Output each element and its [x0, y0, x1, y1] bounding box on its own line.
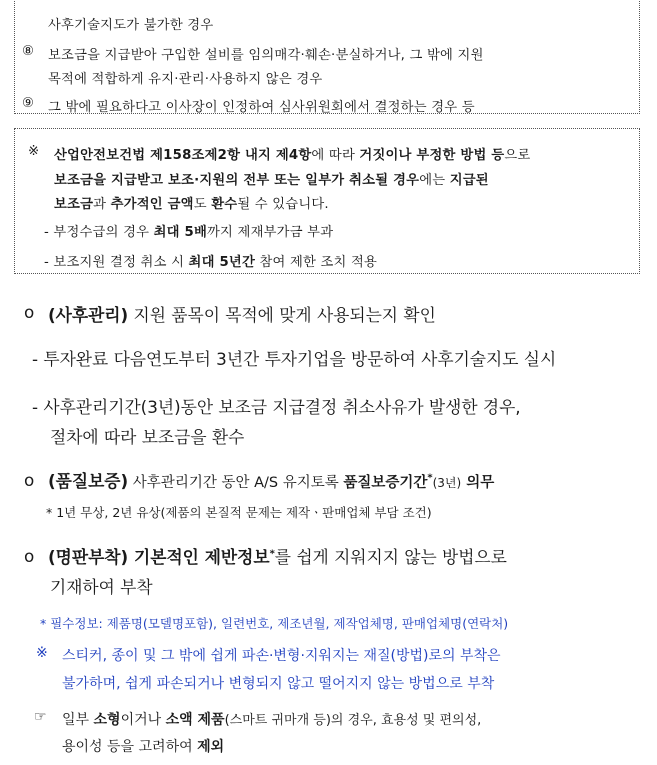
text: 이거나: [120, 712, 166, 728]
cancel-text: 보조금을 지급받고 보조·지원의 전부 또는 일부가 취소될 경우: [54, 173, 420, 188]
notice-line2: [54, 169, 489, 188]
exception-line1: [62, 709, 481, 729]
section-title: (명판부착): [48, 547, 129, 567]
caution-mark: ※: [36, 645, 48, 661]
paid-text: 지급된: [449, 173, 489, 188]
text: 용이성 등을 고려하여: [62, 739, 198, 755]
section-nameplate: [48, 544, 507, 568]
sanction-line1: [44, 221, 333, 240]
item-8-line1: 보조금을 지급받아 구입한 설비를 임의매각·훼손·분실하거나, 그 밖에 지원: [48, 48, 484, 63]
section-title: (품질보증): [48, 471, 129, 491]
notice-line3: [54, 193, 329, 212]
caution-line2: 불가하며, 쉽게 파손되거나 변형되지 않고 떨어지지 않는 방법으로 부착: [62, 676, 495, 692]
text: - 부정수급의 경우: [44, 225, 154, 240]
line-0: 사후기술지도가 불가한 경우: [48, 18, 214, 33]
section-title: (사후관리): [48, 305, 129, 325]
notice-mark: ※: [28, 144, 40, 159]
basic-info-text: 기본적인 제반정보: [128, 547, 270, 567]
small-amount-text: 소액 제품: [165, 712, 225, 728]
section-text-line2: 기재하여 부착: [50, 577, 153, 597]
warranty-text: 품질보증기간: [343, 475, 428, 491]
refund-text: 환수: [211, 197, 238, 212]
text: 까지 제재부가금 부과: [207, 225, 334, 240]
section-text: 를 쉽게 지워지지 않는 방법으로: [274, 547, 507, 567]
text: 될 수 있습니다.: [237, 197, 329, 212]
max-5y-text: 최대 5년간: [188, 255, 256, 270]
required-info-note: * 필수정보: 제품명(모델명포함), 일련번호, 제조년월, 제작업체명, 판매업체명(연락처): [40, 616, 509, 631]
section-quality-warranty: [48, 468, 494, 492]
text: 으로: [504, 148, 531, 163]
section-bullet: o: [24, 302, 35, 322]
sanction-line2: [44, 251, 377, 270]
text: 일부: [62, 712, 94, 728]
subsidy-text: 보조금: [54, 197, 94, 212]
section-bullet: o: [24, 470, 35, 490]
extra-amount-text: 추가적인 금액: [110, 197, 194, 212]
detail-line: - 사후관리기간(3년)동안 보조금 지급결정 취소사유가 발생한 경우,: [32, 397, 521, 417]
caution-line1: 스티커, 종이 및 그 밖에 쉽게 파손·변형·지워지는 재질(방법)로의 부착은: [62, 648, 501, 664]
pointing-hand-icon: ☞: [34, 709, 47, 725]
exception-line2: [62, 736, 224, 756]
small-size-text: 소형: [93, 712, 121, 728]
max-5x-text: 최대 5배: [153, 225, 208, 240]
law-reference: 산업안전보건법 제158조제2항 내지 제4항: [54, 148, 312, 163]
section-bullet: o: [24, 546, 35, 566]
footnote-star: *: [269, 548, 275, 560]
footnote: * 1년 무상, 2년 유상(제품의 본질적 문제는 제작ㆍ판매업체 부담 조건): [46, 505, 432, 520]
text: 에는: [419, 173, 450, 188]
text: 참여 제한 조치 적용: [255, 255, 378, 270]
section-text: 지원 품목이 목적에 맞게 사용되는지 확인: [128, 305, 436, 325]
detail-line: 절차에 따라 보조금을 환수: [50, 427, 245, 447]
fraud-text: 거짓이나 부정한 방법 등: [359, 148, 505, 163]
notice-line1: [54, 144, 530, 163]
text: 도: [193, 197, 212, 212]
text: (스마트 귀마개 등)의 경우, 효용성 및 편의성,: [224, 713, 482, 728]
warranty-years: (3년): [432, 476, 462, 490]
section-post-management: [48, 302, 436, 326]
text: - 보조지원 결정 취소 시: [44, 255, 189, 270]
excluded-text: 제외: [197, 739, 225, 755]
obligation-text: 의무: [461, 475, 495, 491]
item-8-line2: 목적에 적합하게 유지·관리·사용하지 않은 경우: [48, 72, 323, 87]
item-9-line1: 그 밖에 필요하다고 이사장이 인정하여 심사위원회에서 결정하는 경우 등: [48, 100, 475, 115]
item-9-mark: ⑨: [22, 96, 35, 111]
footnote-star: *: [427, 472, 433, 484]
text: 과: [93, 197, 111, 212]
detail-line: - 투자완료 다음연도부터 3년간 투자기업을 방문하여 사후기술지도 실시: [32, 349, 557, 369]
item-8-mark: ⑧: [22, 44, 35, 59]
section-text: 사후관리기간 동안 A/S 유지토록: [128, 475, 344, 491]
text: 에 따라: [311, 148, 360, 163]
